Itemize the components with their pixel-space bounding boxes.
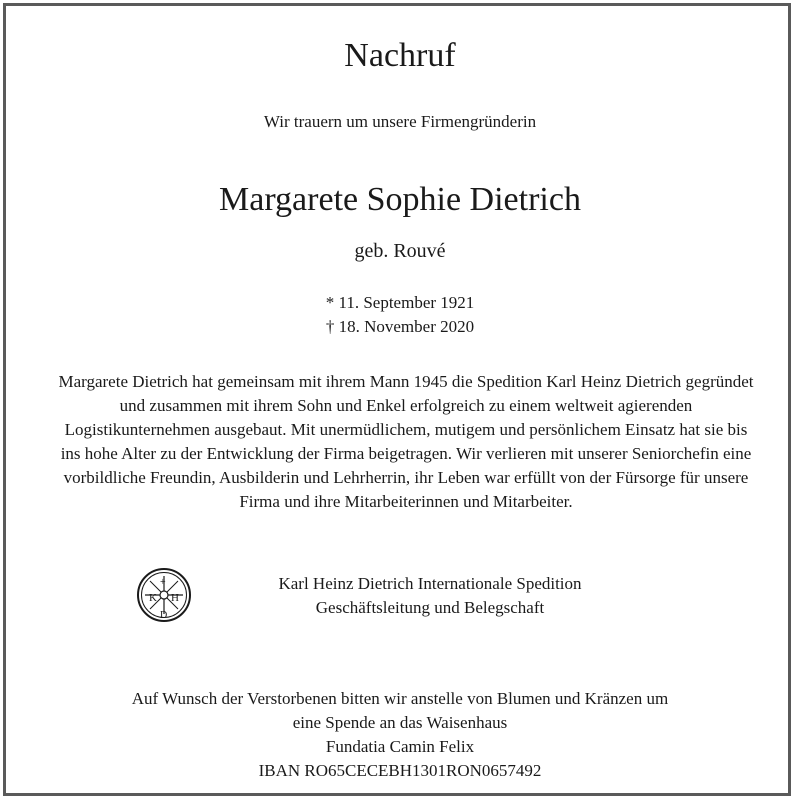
company-name: Karl Heinz Dietrich Internationale Spedition [278, 574, 582, 593]
deceased-name: Margarete Sophie Dietrich [219, 181, 581, 218]
company-signature [220, 572, 640, 620]
logo-letter-plus: + [160, 577, 166, 588]
notice-subtitle: Wir trauern um unsere Firmengründerin [263, 112, 537, 131]
company-logo-seal [136, 567, 192, 623]
maiden-name: geb. Rouvé [354, 240, 446, 262]
death-date: † 18. November 2020 [325, 317, 475, 336]
logo-letter-k: K [149, 592, 157, 604]
birth-date: * 11. September 1921 [325, 293, 475, 312]
donation-iban: IBAN RO65CECEBH1301RON0657492 [258, 761, 542, 780]
notice-title: Nachruf [344, 37, 456, 74]
donation-request [0, 687, 800, 783]
obituary-text: Margarete Dietrich hat gemeinsam mit ihrem Mann 1945 die Spedition Karl Heinz Dietrich gegründet und zusammen mit ihrem Sohn und Enkel erfolgreich zu einem weltweit agierenden Logistikunternehmen ausgebaut. Mit unermüdlichem, mutigem und persönlichem Einsatz hat sie bis ins hohe Alter zu der Entwicklung der Firma beigetragen. Wir verlieren mit unserer Seniorchefin eine vorbildliche Freundin, Ausbilderin und Lehrherrin, ihr Leben war erfüllt von der Fürsorge für unsere Firma und ihre Mitarbeiterinnen und Mitarbeiter. [58, 372, 754, 511]
donation-organization: Fundatia Camin Felix [325, 737, 475, 756]
company-staff: Geschäftsleitung und Belegschaft [315, 598, 545, 617]
logo-letter-d: D [160, 610, 168, 621]
donation-line-2: eine Spende an das Waisenhaus [292, 713, 508, 732]
logo-letter-h: H [171, 592, 179, 604]
life-dates [0, 291, 800, 339]
donation-line-1: Auf Wunsch der Verstorbenen bitten wir anstelle von Blumen und Kränzen um [131, 689, 669, 708]
